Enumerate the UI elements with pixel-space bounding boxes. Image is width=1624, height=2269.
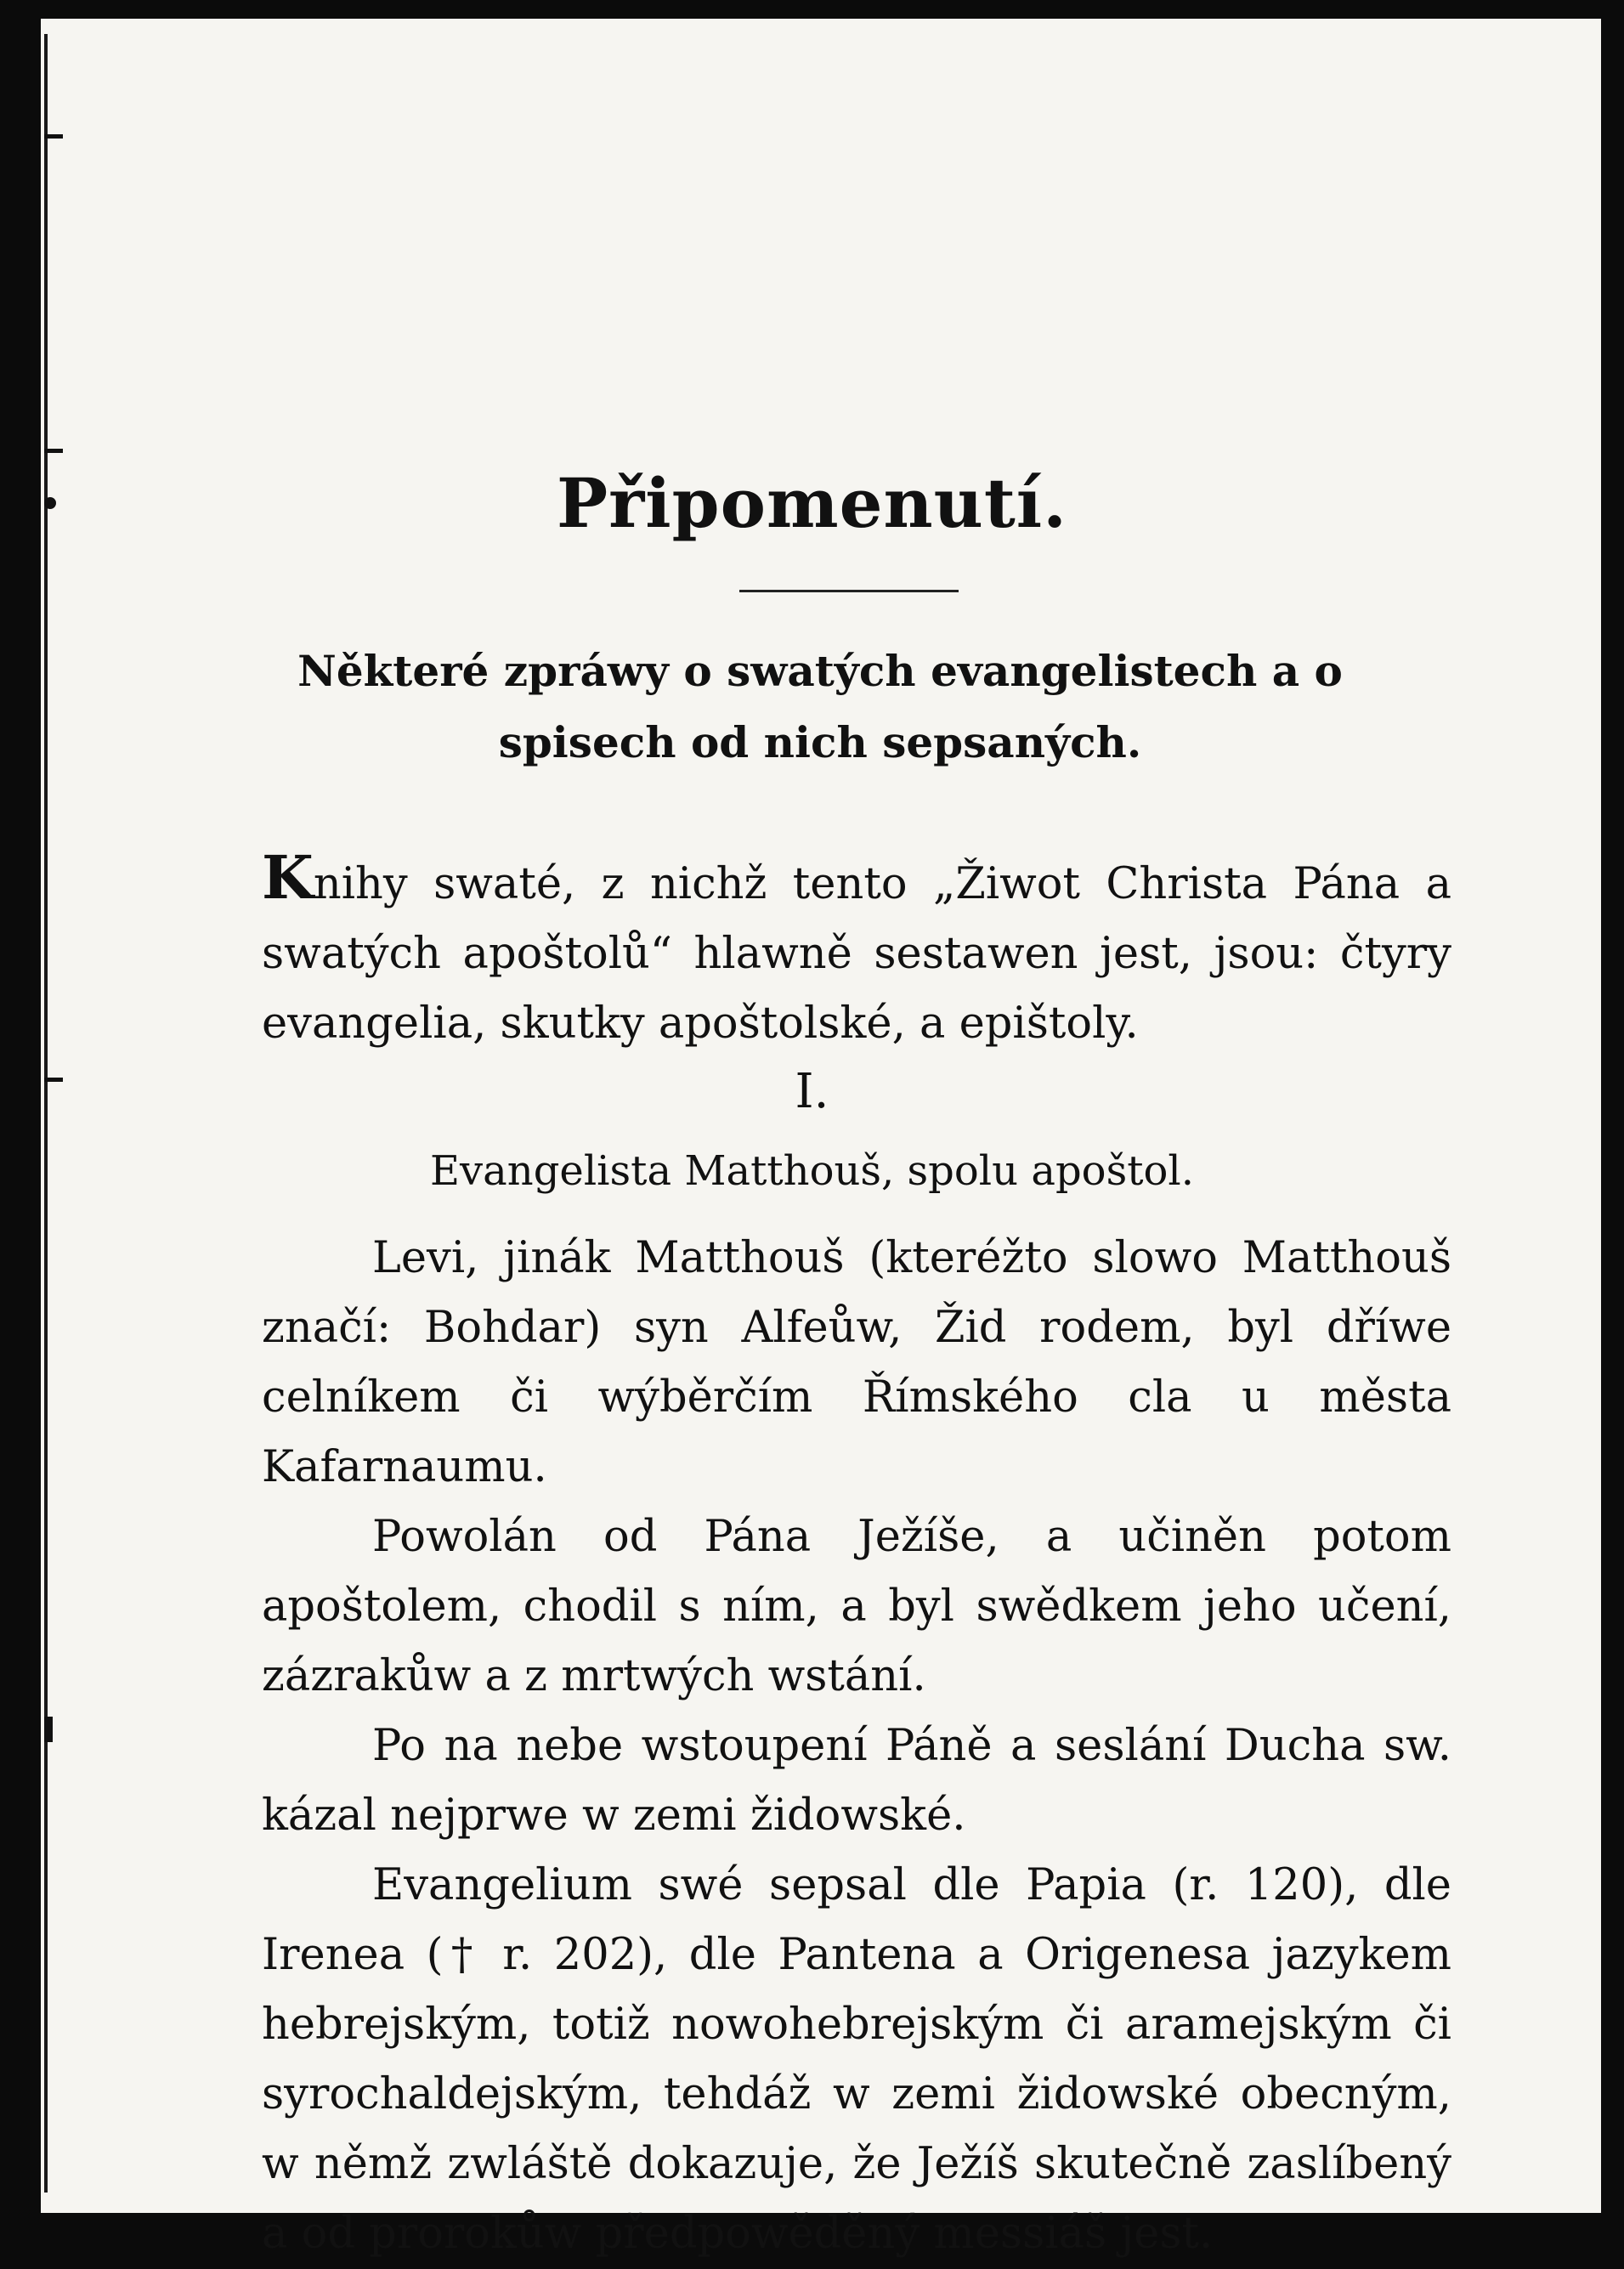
intro-paragraph: [262, 843, 1451, 1059]
paragraph: Levi, jinák Matthouš (kteréžto slowo Matthouš značí: Bohdar) syn Alfeůw, Žid rodem, byl dříwe celníkem či wýběrčím Římského cla u města Kafarnaumu.: [262, 1233, 1451, 1492]
intro-text: nihy swaté, z nichž tento „Žiwot Christa Pána a swatých apoštolů“ hlawně sestawen jest, jsou: čtyry evangelia, skutky apoštolské, a epištoly.: [262, 859, 1451, 1049]
title-rule: [739, 590, 959, 592]
section-number: I.: [795, 1064, 829, 1119]
section-heading: Evangelista Matthouš, spolu apoštol.: [430, 1147, 1194, 1195]
paragraph: Powolán od Pána Ježíše, a učiněn potom apoštolem, chodil s ním, a byl swědkem jeho učení, zázrakůw a z mrtwých wstání.: [262, 1512, 1451, 1701]
page-title: Připomenutí.: [556, 463, 1068, 543]
paragraph: Po na nebe wstoupení Páně a seslání Ducha sw. kázal nejprwe w zemi židowské.: [262, 1721, 1451, 1841]
section-body: [262, 1224, 1451, 2269]
drop-cap: K: [262, 842, 314, 913]
paragraph: Evangelium swé sepsal dle Papia (r. 120), dle Irenea († r. 202), dle Pantena a Origenesa jazykem hebrejským, totiž nowohebrejským či aramejským či syrochaldejským, tehdáž w zemi židowské obecným, w němž zwláště dokazuje, že Ježíš skutečně zaslíbený a od prorokůw předpowěděný messiáš jest.: [262, 1860, 1451, 2259]
page-subtitle: Některé zpráwy o swatých evangelistech a o spisech od nich sepsaných.: [297, 646, 1343, 767]
